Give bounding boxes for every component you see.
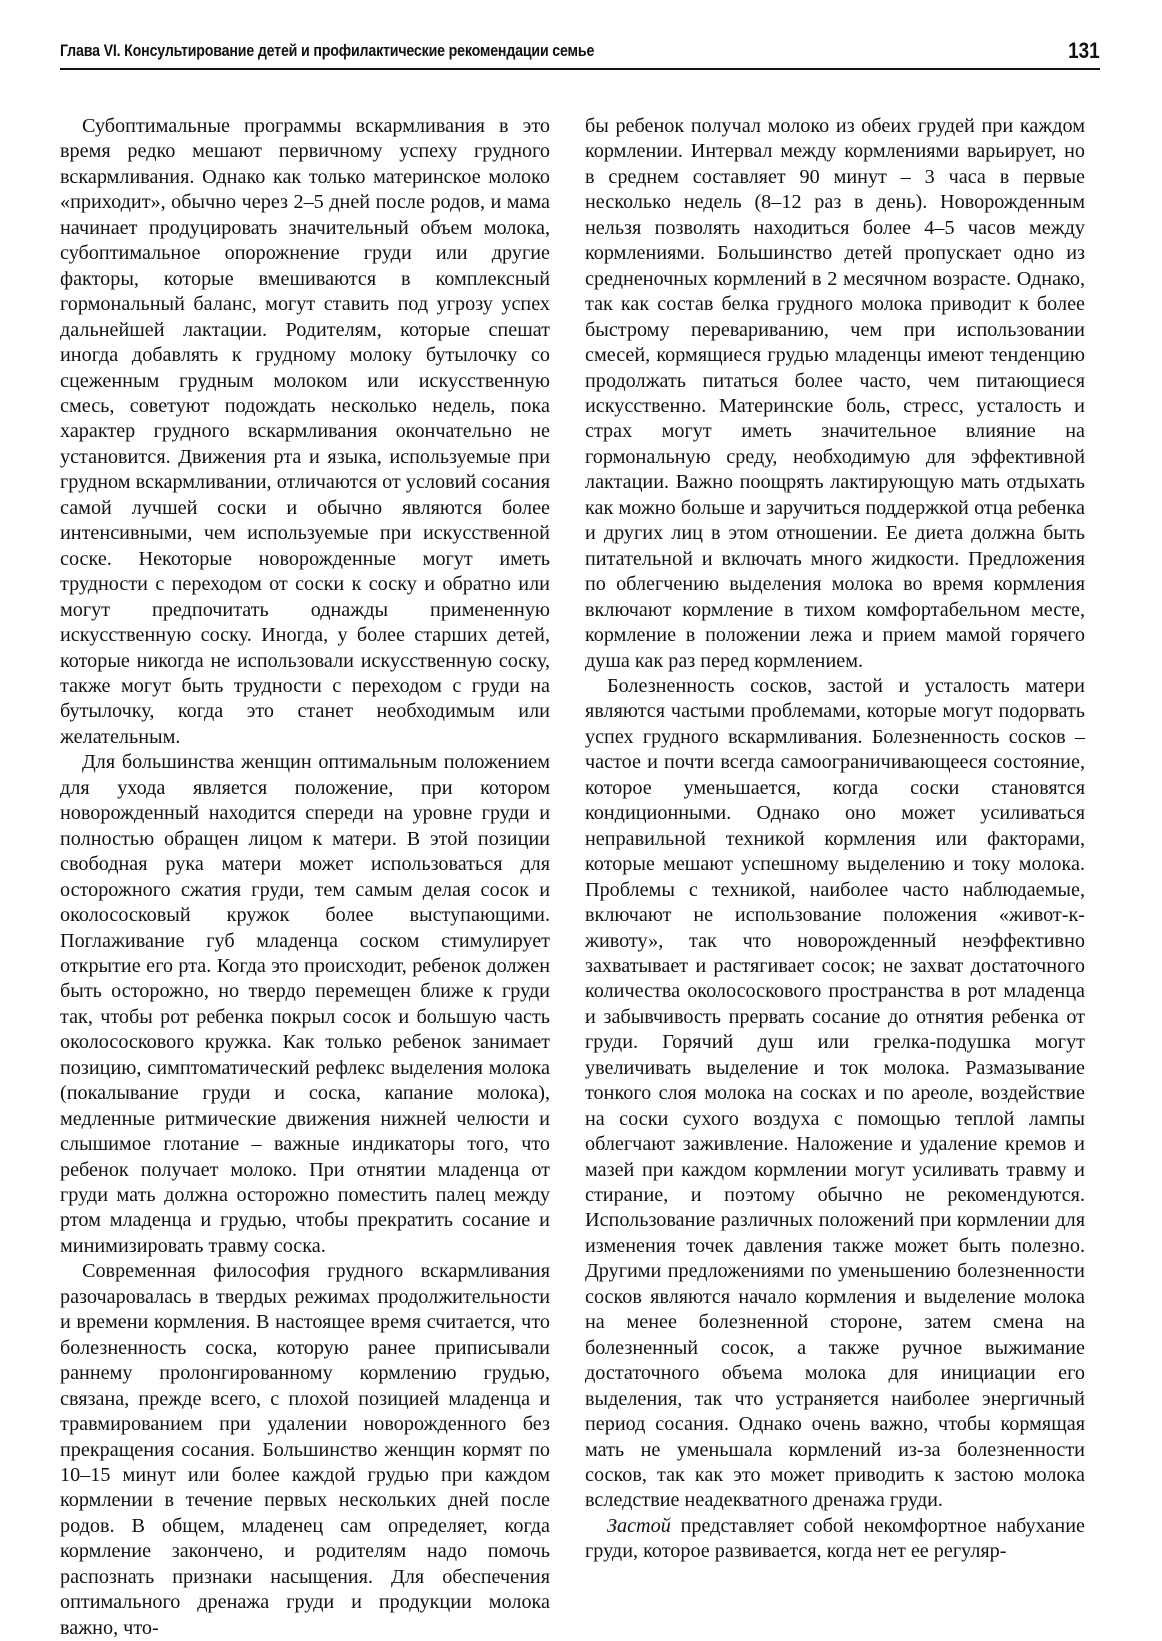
paragraph-feeding-intervals: бы ребенок получал молоко из обеих грудей при каждом кормлении. Интервал между кормлениями варьирует, но в среднем составляет 90 минут – 3 часа в первые несколько недель (8–12 раз в день). Новорожденным нельзя позволять находиться более 4–5 часов между кормлениями. Большинство детей пропускает одно из средненочных кормлений в 2 месячном возрасте. Однако, так как состав белка грудного молока приводит к более быстрому перевариванию, чем при использовании смесей, кормящиеся грудью младенцы имеют тенденцию продолжать питаться более часто, чем питающиеся искусственно. Материнские боль, стресс, усталость и страх могут иметь значительное влияние на гормональную среду, необходимую для эффективной лактации. Важно поощрять лактирующую мать отдыхать как можно больше и заручиться поддержкой отца ребенка и других лиц в этом отношении. Ее диета должна быть питательной и включать много жидкости. Предложения по облегчению выделения молока во время кормления включают кормление в тихом комфортабельном месте, кормление в положении лежа и прием мамой горячего душа как раз перед кормлением. xyxy=(585,115,1085,672)
paragraph-engorgement-text: представляет собой некомфортное набухание груди, которое развивается, когда нет ее регуляр- xyxy=(585,1514,1085,1563)
paragraph-optimal-position: Для большинства женщин оптимальным положением для ухода является положение, при котором новорожденный находится спереди на уровне груди и полностью обращен лицом к матери. В этой позиции свободная рука матери может использоваться для осторожного сжатия груди, тем самым делая сосок и околососковый кружок более выступающими. Поглаживание губ младенца соском стимулирует открытие его рта. Когда это происходит, ребенок должен быть осторожно, но твердо перемещен ближе к груди так, чтобы рот ребенка покрыл сосок и большую часть околососкового кружка. Как только ребенок занимает позицию, симптоматический рефлекс выделения молока (покалывание груди и соска, капание молока), медленные ритмические движения нижней челюсти и слышимое глотание – важные индикаторы того, что ребенок получает молоко. При отнятии младенца от груди мать должна осторожно поместить палец между ртом младенца и грудью, чтобы прекратить сосание и минимизировать травму соска. xyxy=(60,751,550,1257)
paragraph-suboptimal-feeding: Субоптимальные программы вскармливания в это время редко мешают первичному успеху грудного вскармливания. Однако как только материнское молоко «приходит», обычно через 2–5 дней после родов, и мама начинает продуцировать значительный объем молока, субоптимальное опорожнение груди или другие факторы, которые вмешиваются в комплексный гормональный баланс, могут ставить под угрозу успех дальнейшей лактации. Родителям, которые спешат иногда добавлять к грудному молоку бутылочку со сцеженным грудным молоком или искусственную смесь, советуют подождать несколько недель, пока характер грудного вскармливания окончательно не установится. Движения рта и языка, используемые при грудном вскармливании, отличаются от условий сосания самой лучшей соски и обычно являются более интенсивными, чем используемые при искусственной соске. Некоторые новорожденные могут иметь трудности с переходом от соски к соску и обратно или могут предпочитать однажды примененную искусственную соску. Иногда, у более старших детей, которые никогда не использовали искусственную соску, также могут быть трудности с переходом с груди на бутылочку, когда это станет необходимым или желательным. xyxy=(60,115,550,748)
paragraph-feeding-philosophy: Современная философия грудного вскармливания разочаровалась в твердых режимах продолжительности и времени кормления. В настоящее время считается, что болезненность соска, которую ранее приписывали раннему пролонгированному кормлению грудью, связана, прежде всего, с плохой позицией младенца и травмированием при удалении новорожденного без прекращения сосания. Большинство женщин кормят по 10–15 минут или более каждой грудью при каждом кормлении в течение первых нескольких дней после родов. В общем, младенец сам определяет, когда кормление закончено, и родителям надо помочь распознать признаки насыщения. Для обеспечения оптимального дренажа груди и продукции молока важно, что- xyxy=(60,1260,550,1639)
left-column xyxy=(60,114,550,1641)
paragraph-engorgement xyxy=(585,1514,1085,1565)
term-engorgement: Застой xyxy=(607,1514,671,1537)
page-number: 131 xyxy=(1068,38,1100,63)
chapter-title: Глава VI. Консультирование детей и профилактические рекомендации семье xyxy=(60,42,595,60)
right-column xyxy=(585,114,1085,1565)
paragraph-nipple-soreness: Болезненность сосков, застой и усталость матери являются частыми проблемами, которые могут подорвать успех грудного вскармливания. Болезненность сосков – частое и почти всегда самоограничивающееся состояние, которое уменьшается, когда соски становятся кондиционными. Однако оно может усиливаться неправильной техникой кормления или факторами, которые мешают успешному выделению и току молока. Проблемы с техникой, наиболее часто наблюдаемые, включают не использование положения «живот-к-животу», так что новорожденный неэффективно захватывает и растягивает сосок; не захват достаточного количества околососкового пространства в рот младенца и забывчивость прервать сосание до отнятия ребенка от груди. Горячий душ или грелка-подушка могут увеличивать выделение и ток молока. Размазывание тонкого слоя молока на сосках и по ареоле, воздействие на соски сухого воздуха с помощью теплой лампы облегчают заживление. Наложение и удаление кремов и мазей при каждом кормлении могут усиливать травму и стирание, и поэтому обычно не рекомендуются. Использование различных положений при кормлении для изменения точек давления также может быть полезно. Другими предложениями по уменьшению болезненности сосков являются начало кормления и выделение молока на менее болезненной стороне, затем смена на болезненный сосок, а также ручное выжимание достаточного объема молока для инициации его выделения, так что устраняется наиболее энергичный период сосания. Однако очень важно, чтобы кормящая мать не уменьшала кормлений из-за болезненности сосков, так как это может приводить к застою молока вследствие неадекватного дренажа груди. xyxy=(585,674,1085,1512)
running-header xyxy=(60,36,1100,70)
